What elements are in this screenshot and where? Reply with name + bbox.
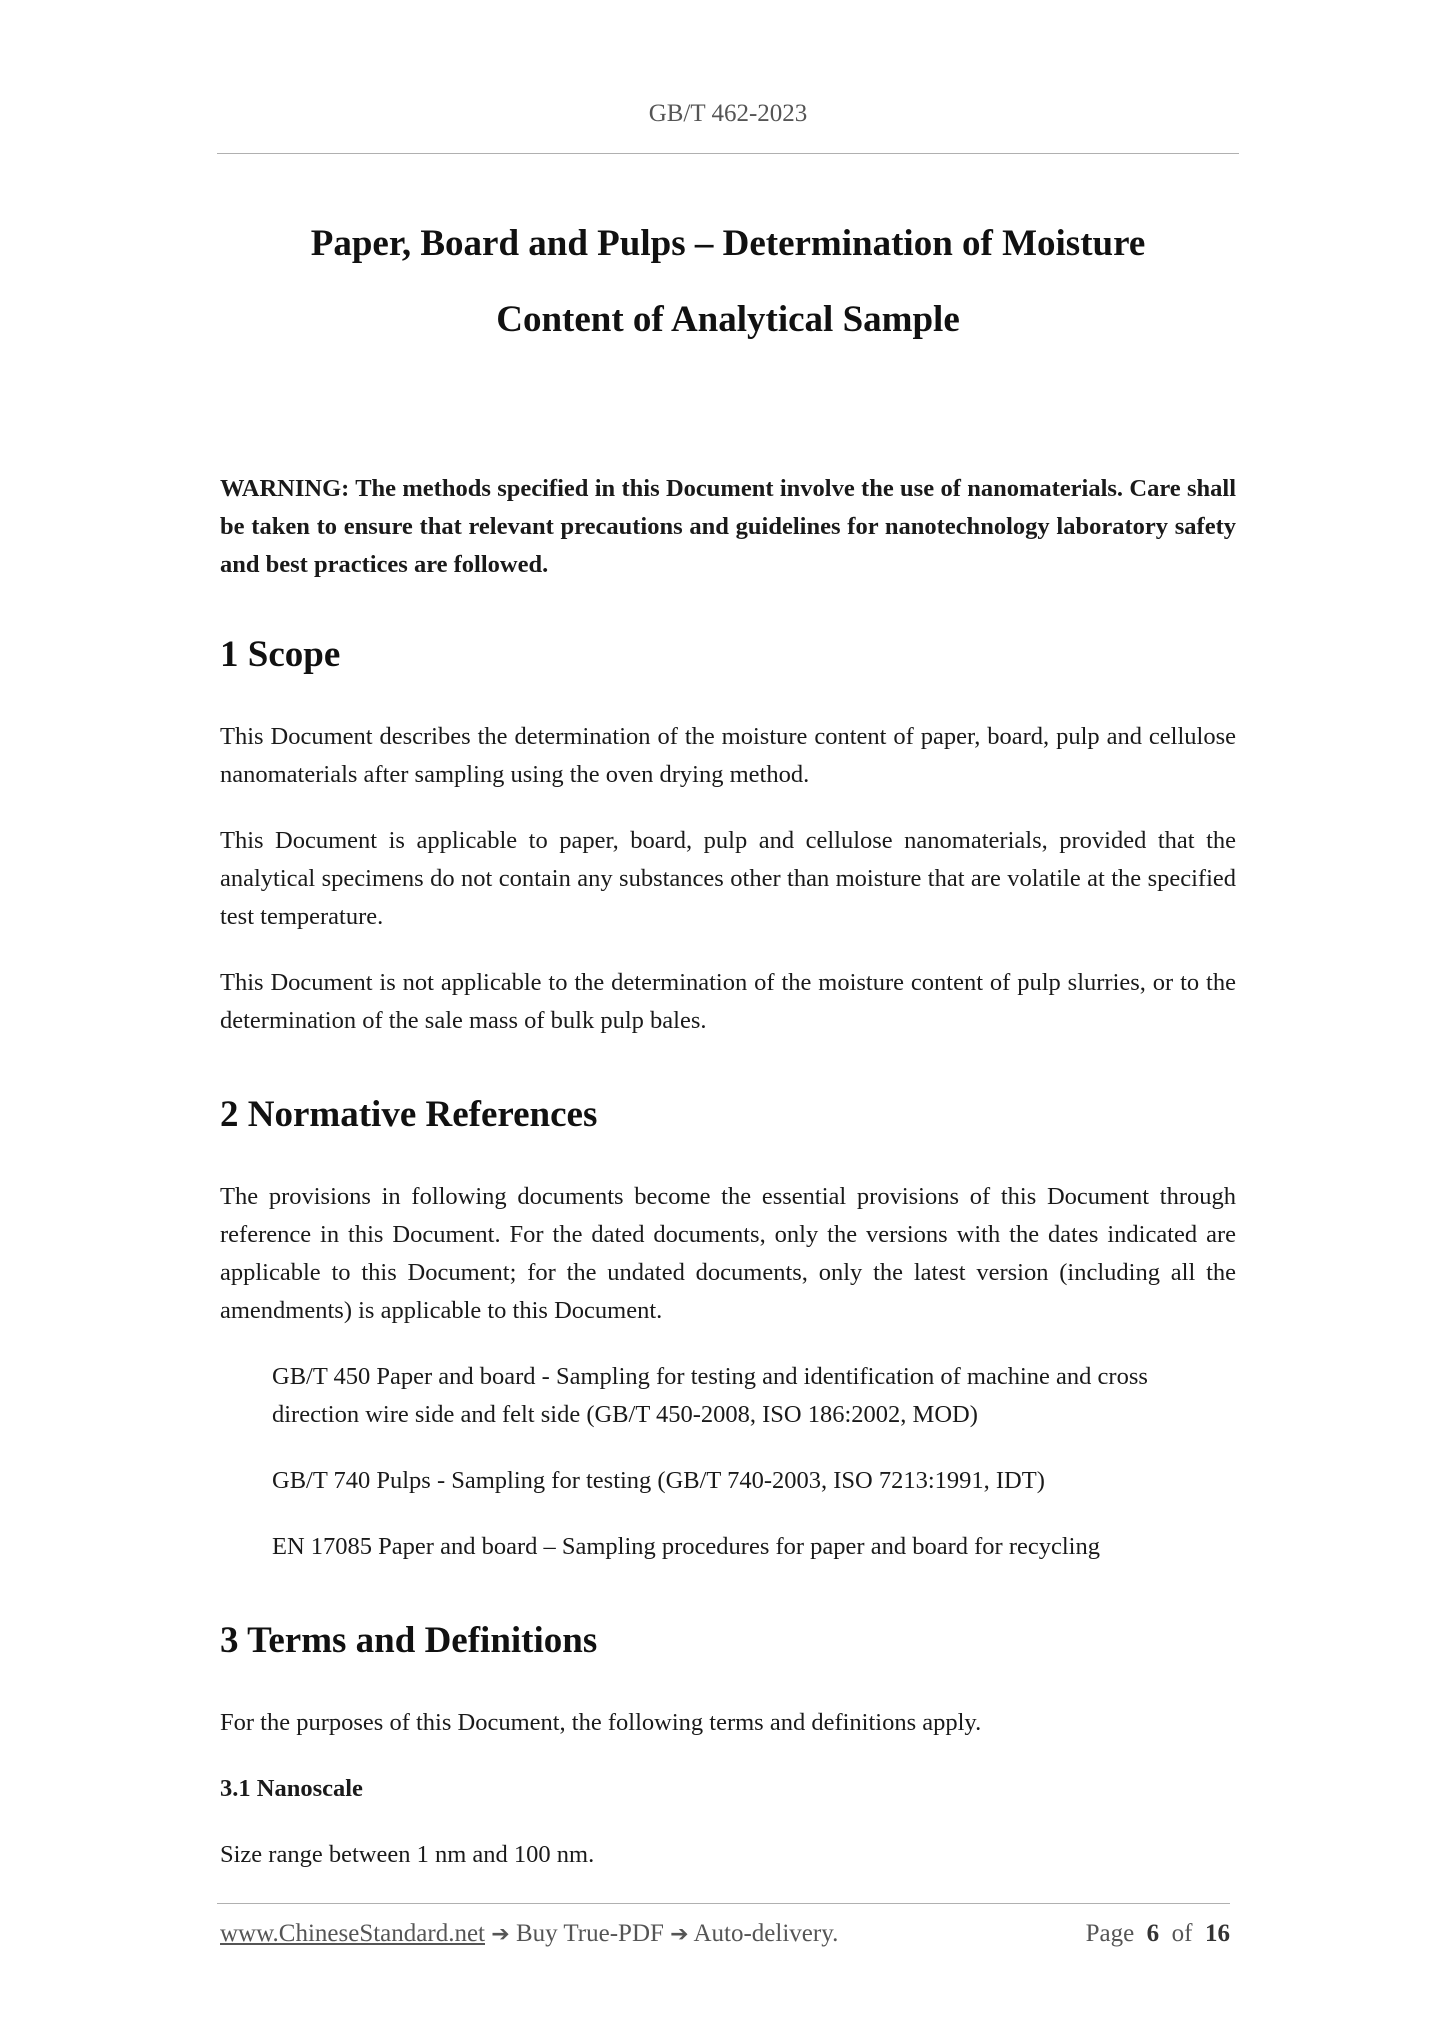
warning-notice: WARNING: The methods specified in this Document involve the use of nanomaterials. Care shall be taken to ensure that relevant precautions and guidelines for nanotechnology laboratory safety and best practices are followed. [220, 475, 1236, 578]
reference-item-gbt-450: GB/T 450 Paper and board - Sampling for testing and identification of machine and cross direction wire side and felt side (GB/T 450-2008, ISO 186:2002, MOD) [272, 1363, 1148, 1428]
scope-paragraph-1: This Document describes the determination of the moisture content of paper, board, pulp and cellulose nanomaterials after sampling using the oven drying method. [220, 723, 1236, 788]
title-line-2: Content of Analytical Sample [496, 299, 960, 340]
section-heading-scope: 1 Scope [220, 634, 341, 675]
arrow-right-icon: ➔ [491, 1922, 510, 1947]
page-label: Page [1085, 1920, 1135, 1947]
scope-paragraph-3: This Document is not applicable to the determination of the moisture content of pulp slurries, or to the determination of the sale mass of bulk pulp bales. [220, 969, 1236, 1034]
arrow-right-icon: ➔ [670, 1922, 689, 1947]
page-total: 16 [1205, 1920, 1230, 1947]
header-divider [217, 153, 1239, 154]
section-heading-terms-definitions: 3 Terms and Definitions [220, 1620, 598, 1661]
reference-item-gbt-740: GB/T 740 Pulps - Sampling for testing (GB/T 740-2003, ISO 7213:1991, IDT) [272, 1467, 1045, 1494]
reference-item-en-17085: EN 17085 Paper and board – Sampling procedures for paper and board for recycling [272, 1533, 1100, 1560]
title-line-1: Paper, Board and Pulps – Determination of Moisture [310, 223, 1146, 264]
document-body [220, 470, 1236, 1902]
scope-paragraph-2: This Document is applicable to paper, board, pulp and cellulose nanomaterials, provided that the analytical specimens do not contain any substances other than moisture that are volatile at the specified test temperature. [220, 827, 1236, 930]
document-title [217, 206, 1239, 358]
site-link[interactable]: www.ChineseStandard.net [220, 1920, 485, 1947]
buy-text: Buy True-PDF [515, 1920, 664, 1947]
footer-divider [217, 1903, 1230, 1904]
page-current: 6 [1146, 1920, 1160, 1947]
page-footer [220, 1920, 1230, 1948]
terms-intro-paragraph: For the purposes of this Document, the following terms and definitions apply. [220, 1709, 982, 1736]
section-heading-normative-references: 2 Normative References [220, 1094, 598, 1135]
footer-promo [220, 1920, 838, 1948]
page-number [1086, 1920, 1230, 1948]
delivery-text: Auto-delivery. [693, 1920, 839, 1947]
term-subheading-nanoscale: 3.1 Nanoscale [220, 1775, 363, 1802]
page-header-standard-code: GB/T 462-2023 [648, 100, 808, 127]
page-of-label: of [1171, 1920, 1193, 1947]
normative-intro-paragraph: The provisions in following documents become the essential provisions of this Document through reference in this Document. For the dated documents, only the versions with the dates indicated are applicable to this Document; for the undated documents, only the latest version (including all the amendments) is applicable to this Document. [220, 1183, 1236, 1324]
term-definition-nanoscale: Size range between 1 nm and 100 nm. [220, 1841, 595, 1868]
